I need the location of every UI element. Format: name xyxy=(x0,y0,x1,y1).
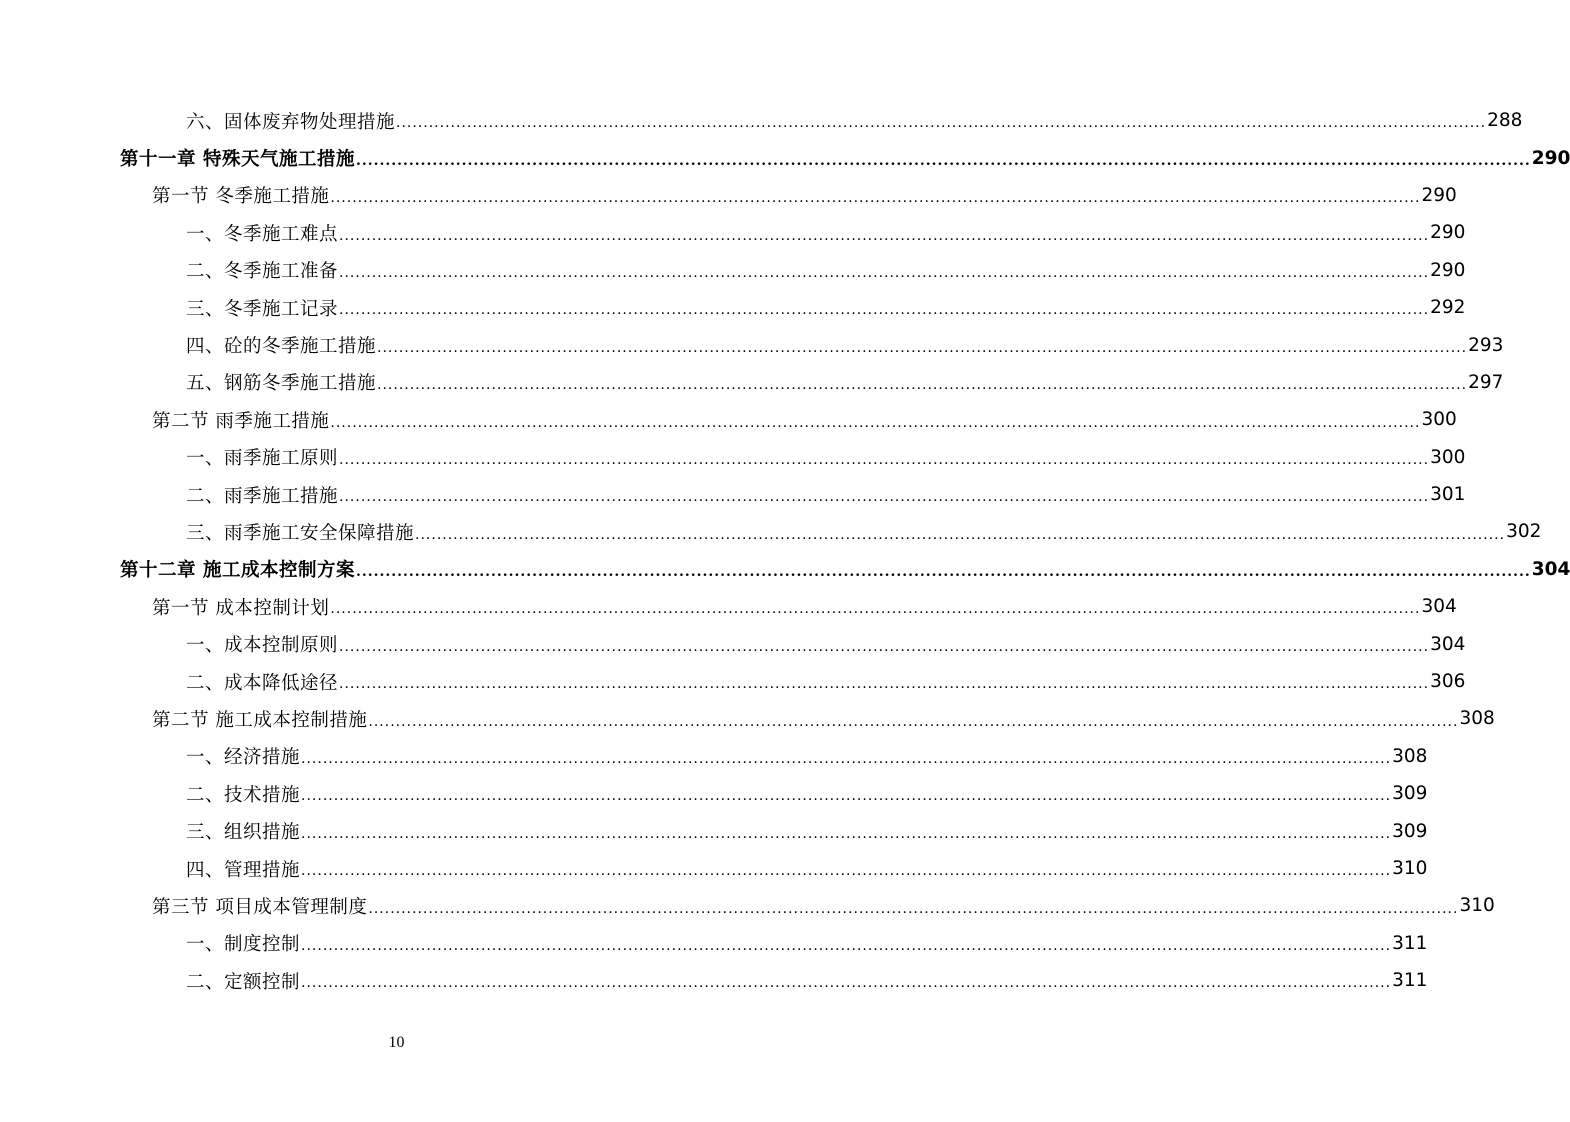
toc-entry-label: 一、成本控制原则 xyxy=(186,631,338,657)
toc-entry-label: 三、雨季施工安全保障措施 xyxy=(186,519,414,545)
toc-entry-label: 三、冬季施工记录 xyxy=(186,295,338,321)
toc-entry-label: 二、成本降低途径 xyxy=(186,669,338,695)
toc-leader-dots: ........................................................................................................................................................................................................ xyxy=(339,227,1430,244)
toc-leader-dots: ........................................................................................................................................................................................................ xyxy=(330,601,1421,618)
toc-leader-dots: ........................................................................................................................................................................................................ xyxy=(301,788,1392,805)
toc-leader-dots: ........................................................................................................................................................................................................ xyxy=(368,900,1459,917)
toc-entry-page: 297 xyxy=(1468,371,1504,393)
toc-entry[interactable] xyxy=(0,663,1466,700)
toc-entry[interactable] xyxy=(0,551,1570,588)
toc-entry[interactable] xyxy=(0,513,1542,550)
toc-leader-dots: ........................................................................................................................................................................................................ xyxy=(339,302,1430,319)
toc-entry-page: 290 xyxy=(1430,259,1466,281)
toc-entry[interactable] xyxy=(0,812,1428,849)
toc-entry-page: 302 xyxy=(1506,521,1542,543)
toc-entry-label: 第十一章 特殊天气施工措施 xyxy=(120,145,355,171)
page-number: 10 xyxy=(388,1034,405,1051)
toc-entry[interactable] xyxy=(0,364,1504,401)
toc-entry-label: 一、经济措施 xyxy=(186,743,300,769)
toc-entry-page: 306 xyxy=(1430,671,1466,693)
toc-leader-dots: ........................................................................................................................................................................................................ xyxy=(355,152,1531,169)
toc-entry[interactable] xyxy=(0,625,1466,662)
toc-entry-page: 309 xyxy=(1392,783,1428,805)
toc-entry-label: 三、组织措施 xyxy=(186,818,300,844)
toc-entry[interactable] xyxy=(0,252,1466,289)
toc-leader-dots: ........................................................................................................................................................................................................ xyxy=(330,414,1421,431)
toc-entry[interactable] xyxy=(0,887,1495,924)
toc-entry[interactable] xyxy=(0,139,1570,176)
toc-leader-dots: ........................................................................................................................................................................................................ xyxy=(330,190,1421,207)
toc-entry-label: 第一节 冬季施工措施 xyxy=(152,182,329,208)
toc-entry-page: 308 xyxy=(1392,745,1428,767)
toc-entry-label: 第三节 项目成本管理制度 xyxy=(152,893,367,919)
toc-leader-dots: ........................................................................................................................................................................................................ xyxy=(301,863,1392,880)
toc-entry-page: 304 xyxy=(1421,596,1457,618)
toc-leader-dots: ........................................................................................................................................................................................................ xyxy=(339,676,1430,693)
toc-leader-dots: ........................................................................................................................................................................................................ xyxy=(301,975,1392,992)
toc-leader-dots: ........................................................................................................................................................................................................ xyxy=(339,489,1430,506)
table-of-contents xyxy=(0,102,1570,999)
toc-entry-page: 288 xyxy=(1487,110,1523,132)
toc-entry[interactable] xyxy=(0,214,1466,251)
toc-entry[interactable] xyxy=(0,850,1428,887)
toc-entry-page: 304 xyxy=(1531,558,1570,580)
toc-leader-dots: ........................................................................................................................................................................................................ xyxy=(415,526,1506,543)
toc-entry[interactable] xyxy=(0,102,1523,139)
toc-entry-label: 一、雨季施工原则 xyxy=(186,444,338,470)
toc-leader-dots: ........................................................................................................................................................................................................ xyxy=(301,825,1392,842)
toc-entry-page: 290 xyxy=(1421,184,1457,206)
toc-entry-label: 二、技术措施 xyxy=(186,781,300,807)
toc-leader-dots: ........................................................................................................................................................................................................ xyxy=(339,451,1430,468)
toc-leader-dots: ........................................................................................................................................................................................................ xyxy=(377,377,1468,394)
toc-entry-label: 四、管理措施 xyxy=(186,856,300,882)
toc-entry[interactable] xyxy=(0,476,1466,513)
toc-entry-label: 二、雨季施工措施 xyxy=(186,482,338,508)
toc-entry-page: 300 xyxy=(1421,409,1457,431)
toc-entry-label: 第二节 雨季施工措施 xyxy=(152,407,329,433)
toc-entry-page: 293 xyxy=(1468,334,1504,356)
toc-leader-dots: ........................................................................................................................................................................................................ xyxy=(301,937,1392,954)
toc-entry-page: 290 xyxy=(1531,147,1570,169)
toc-entry-label: 第十二章 施工成本控制方案 xyxy=(120,556,355,582)
toc-entry-label: 六、固体废弃物处理措施 xyxy=(186,108,395,134)
toc-entry-label: 二、冬季施工准备 xyxy=(186,257,338,283)
toc-leader-dots: ........................................................................................................................................................................................................ xyxy=(301,751,1392,768)
toc-leader-dots: ........................................................................................................................................................................................................ xyxy=(368,713,1459,730)
toc-entry[interactable] xyxy=(0,588,1457,625)
toc-entry-page: 290 xyxy=(1430,222,1466,244)
toc-entry-label: 二、定额控制 xyxy=(186,968,300,994)
toc-entry[interactable] xyxy=(0,401,1457,438)
toc-entry[interactable] xyxy=(0,738,1428,775)
toc-entry[interactable] xyxy=(0,289,1466,326)
toc-entry[interactable] xyxy=(0,177,1457,214)
toc-entry[interactable] xyxy=(0,925,1428,962)
toc-entry-page: 308 xyxy=(1459,708,1495,730)
toc-entry[interactable] xyxy=(0,439,1466,476)
toc-entry-page: 301 xyxy=(1430,484,1466,506)
toc-entry[interactable] xyxy=(0,962,1428,999)
toc-entry[interactable] xyxy=(0,700,1495,737)
toc-leader-dots: ........................................................................................................................................................................................................ xyxy=(339,264,1430,281)
toc-entry-page: 311 xyxy=(1392,932,1428,954)
toc-entry-label: 一、冬季施工难点 xyxy=(186,220,338,246)
toc-entry-label: 五、钢筋冬季施工措施 xyxy=(186,369,376,395)
toc-entry-label: 第二节 施工成本控制措施 xyxy=(152,706,367,732)
toc-entry-page: 310 xyxy=(1392,858,1428,879)
toc-entry-page: 292 xyxy=(1430,297,1466,319)
toc-entry-page: 311 xyxy=(1392,970,1428,992)
toc-entry-page: 309 xyxy=(1392,820,1428,842)
toc-entry[interactable] xyxy=(0,775,1428,812)
toc-entry-label: 一、制度控制 xyxy=(186,930,300,956)
toc-entry-label: 四、砼的冬季施工措施 xyxy=(186,332,376,358)
toc-entry-page: 300 xyxy=(1430,446,1466,468)
toc-entry-page: 304 xyxy=(1430,633,1466,655)
toc-leader-dots: ........................................................................................................................................................................................................ xyxy=(339,638,1430,655)
toc-leader-dots: ........................................................................................................................................................................................................ xyxy=(396,115,1487,132)
toc-leader-dots: ........................................................................................................................................................................................................ xyxy=(355,564,1531,581)
toc-entry-page: 310 xyxy=(1459,895,1495,917)
toc-entry[interactable] xyxy=(0,326,1504,363)
toc-entry-label: 第一节 成本控制计划 xyxy=(152,594,329,620)
toc-leader-dots: ........................................................................................................................................................................................................ xyxy=(377,339,1468,356)
